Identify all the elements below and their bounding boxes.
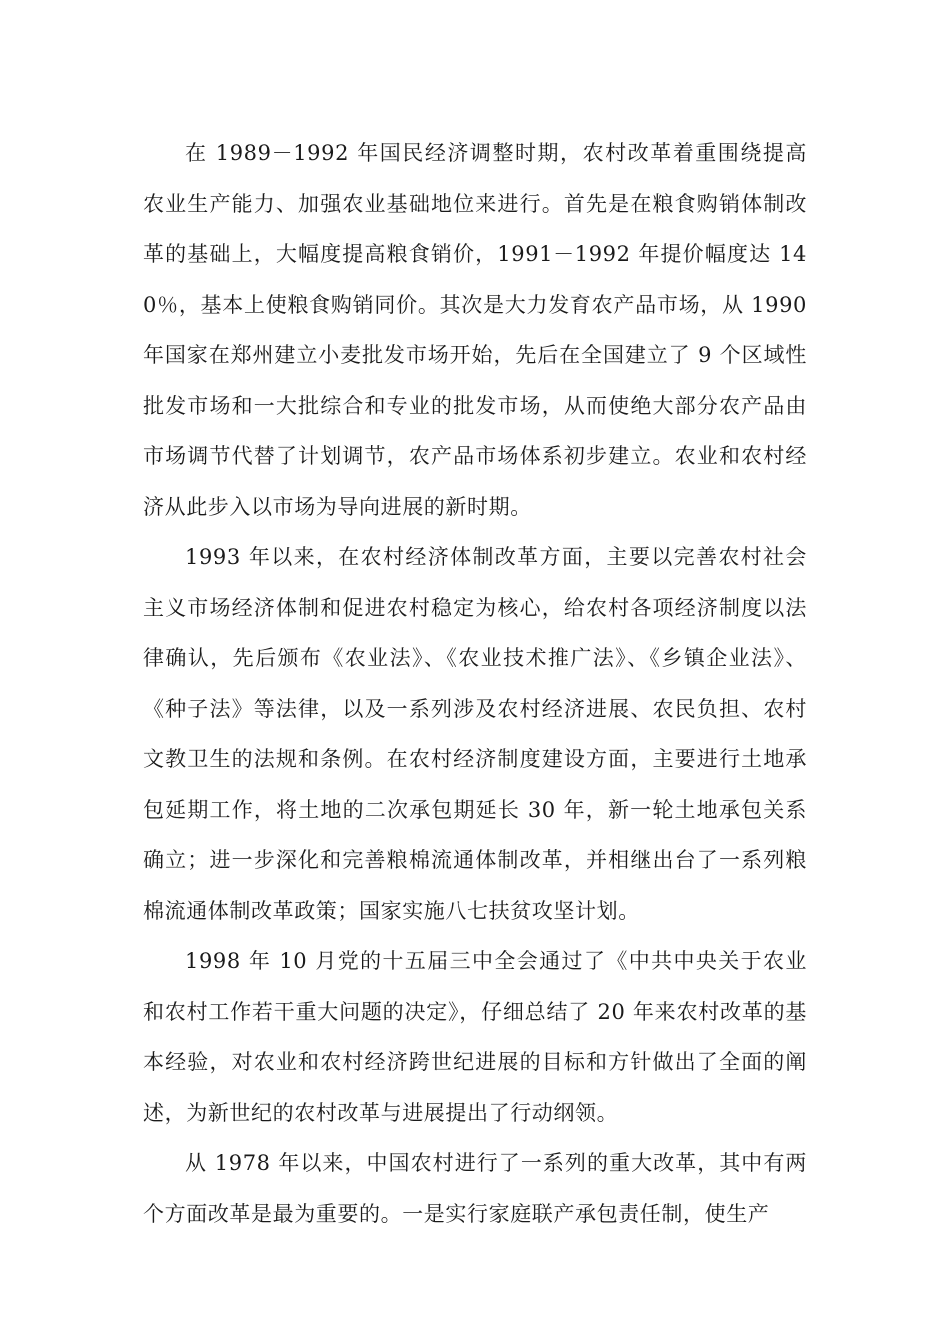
document-body [143, 128, 807, 1239]
paragraph-2: 1993 年以来，在农村经济体制改革方面，主要以完善农村社会主义市场经济体制和促进农村稳定为核心，给农村各项经济制度以法律确认，先后颁布《农业法》、《农业技术推广法》、《乡镇企业法》、《种子法》等法律，以及一系列涉及农村经济进展、农民负担、农村文教卫生的法规和条例。在农村经济制度建设方面，主要进行土地承包延期工作，将土地的二次承包期延长 30 年，新一轮土地承包关系确立；进一步深化和完善粮棉流通体制改革，并相继出台了一系列粮棉流通体制改革政策；国家实施八七扶贫攻坚计划。 [143, 545, 807, 923]
paragraph-1: 在 1989－1992 年国民经济调整时期，农村改革着重围绕提高农业生产能力、加强农业基础地位来进行。首先是在粮食购销体制改革的基础上，大幅度提高粮食销价，1991－1992 年提价幅度达 140％，基本上使粮食购销同价。其次是大力发育农产品市场，从 1990 年国家在郑州建立小麦批发市场开始，先后在全国建立了 9 个区域性批发市场和一大批综合和专业的批发市场，从而使绝大部分农产品由市场调节代替了计划调节，农产品市场体系初步建立。农业和农村经济从此步入以市场为导向进展的新时期。 [143, 141, 807, 519]
paragraph-4: 从 1978 年以来，中国农村进行了一系列的重大改革，其中有两个方面改革是最为重要的。一是实行家庭联产承包责任制，使生产 [143, 1151, 807, 1226]
paragraph-3: 1998 年 10 月党的十五届三中全会通过了《中共中央关于农业和农村工作若干重大问题的决定》，仔细总结了 20 年来农村改革的基本经验，对农业和农村经济跨世纪进展的目标和方针做出了全面的阐述，为新世纪的农村改革与进展提出了行动纲领。 [143, 949, 807, 1125]
